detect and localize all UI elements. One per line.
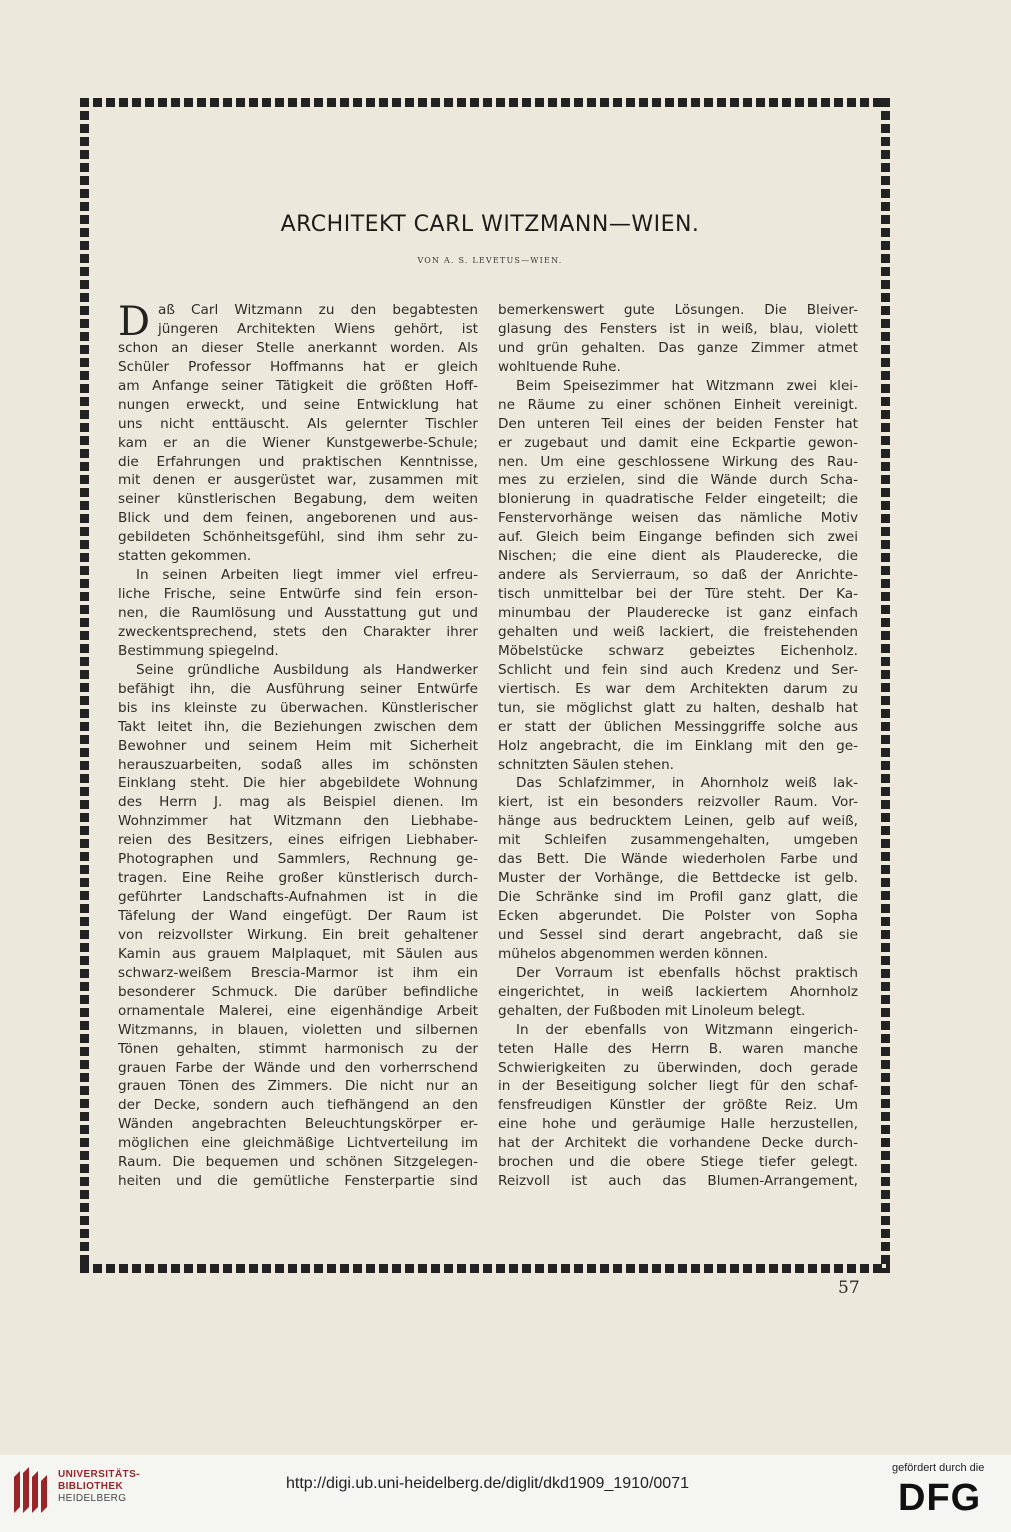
- permalink-url[interactable]: http://digi.ub.uni-heidelberg.de/diglit/dkd1909_1910/0071: [286, 1475, 689, 1492]
- text-line: tun, sie möglichst glatt zu halten, deshalb hat: [498, 699, 858, 716]
- article-byline: VON A. S. LEVETUS—WIEN.: [417, 256, 563, 265]
- page-number: 57: [838, 1278, 860, 1298]
- text-line: Seine gründliche Ausbildung als Handwerker: [136, 661, 478, 678]
- text-line: kam er an die Wiener Kunstgewerbe-Schule;: [118, 434, 478, 451]
- text-line: Bewohner und seinem Heim mit Sicherheit: [118, 737, 478, 754]
- text-line: bis ins kleinste zu überwachen. Künstlerischer: [118, 699, 478, 716]
- text-line: Einklang steht. Die hier abgebildete Wohnung: [118, 775, 478, 792]
- text-line: glasung des Fensters ist in weiß, blau, violett: [498, 320, 858, 337]
- left-column-lines: [118, 339, 478, 1191]
- library-name-line: HEIDELBERG: [58, 1493, 127, 1504]
- text-line: Witzmanns, in blauen, violetten und silbernen: [118, 1021, 478, 1038]
- text-line: Schüler Professor Hoffmanns hat er gleich: [118, 358, 478, 375]
- text-line: Tönen gehalten, stimmt harmonisch zu der: [118, 1040, 478, 1057]
- text-line: grauen Farbe der Wände und den vorherrschend: [118, 1059, 478, 1076]
- text-line: eingerichtet, in weiß lackiertem Ahornholz: [498, 983, 858, 1000]
- text-line: In seinen Arbeiten liegt immer viel erfreu-: [136, 567, 478, 584]
- text-line: schwarz-weißem Brescia-Marmor ist ihm ein: [118, 964, 478, 981]
- right-column-lines: [498, 301, 858, 1191]
- text-line: auf. Gleich beim Eingange befinden sich zwei: [498, 529, 858, 546]
- text-line: ornamentale Malerei, eine eigenhändige Arbeit: [118, 1002, 478, 1019]
- text-line: Wänden angebrachten Beleuchtungskörper er-: [118, 1116, 478, 1133]
- text-line: wohltuende Ruhe.: [498, 358, 621, 375]
- text-column-left: [118, 301, 478, 1191]
- text-line: in der Beseitigung solcher liegt für den schaf-: [498, 1078, 858, 1095]
- text-line: Der Vorraum ist ebenfalls höchst praktisch: [516, 964, 858, 981]
- decorative-border-right: [881, 98, 890, 1273]
- text-line: von reizvollster Wirkung. Ein breit gehaltener: [118, 926, 478, 943]
- dfg-logo: DFG: [898, 1477, 982, 1519]
- text-line: Den unteren Teil eines der beiden Fenster hat: [498, 415, 858, 432]
- text-column-right: [498, 301, 858, 1191]
- drop-capital: D: [118, 299, 151, 345]
- text-line: herauszuarbeiten, sodaß alles im schönsten: [118, 756, 478, 773]
- text-line: gebildeten Schönheitsgefühl, sind ihm sehr zu-: [118, 529, 478, 546]
- text-line: er statt der üblichen Messinggriffe solche aus: [498, 718, 858, 735]
- text-line: grauen Tönen des Zimmers. Die nicht nur an: [118, 1078, 478, 1095]
- library-name-line: UNIVERSITÄTS-: [58, 1469, 140, 1480]
- text-line: brochen und die obere Stiege tiefer gelegt.: [498, 1154, 858, 1171]
- text-line: mes zu erzielen, sind die Wände durch Scha-: [498, 472, 858, 489]
- text-line: am Anfange seiner Tätigkeit die größten Hoff-: [118, 377, 478, 394]
- text-line: Holz angebracht, die im Einklang mit den ge-: [498, 737, 858, 754]
- text-line: statten gekommen.: [118, 548, 252, 565]
- text-line: das Bett. Die Wände wiederholen Farbe und: [498, 851, 858, 868]
- text-line: Beim Speisezimmer hat Witzmann zwei klei-: [516, 377, 858, 394]
- text-line: des Herrn J. mag als Beispiel dienen. Im: [118, 794, 478, 811]
- text-line: und grün gehalten. Das ganze Zimmer atmet: [498, 339, 858, 356]
- text-line: hänge aus bedrucktem Leinen, gelb auf weiß,: [498, 813, 858, 830]
- decorative-border-left: [80, 98, 89, 1273]
- text-line: Wohnzimmer hat Witzmann den Liebhabe-: [118, 813, 478, 830]
- text-line: Raum. Die bequemen und schönen Sitzgelegen-: [118, 1154, 478, 1171]
- text-line: Täfelung der Wand eingefügt. Der Raum ist: [118, 908, 478, 924]
- text-line: eine hohe und geräumige Halle herzustellen,: [498, 1116, 858, 1133]
- opening-paragraph-start: [118, 299, 478, 345]
- text-line: gehalten und weiß lackiert, die freistehenden: [498, 623, 858, 640]
- text-line: jüngeren Architekten Wiens gehört, ist: [158, 320, 478, 337]
- text-line: teten Halle des Herrn B. waren manche: [498, 1040, 858, 1057]
- text-line: schon an dieser Stelle anerkannt worden. Als: [118, 339, 478, 356]
- text-line: aß Carl Witzmann zu den begabtesten: [158, 302, 478, 318]
- text-line: Schlicht und fein sind auch Kredenz und Ser-: [498, 661, 858, 678]
- text-line: Blick und dem feinen, angeborenen und aus-: [118, 510, 478, 527]
- library-name-line: BIBLIOTHEK: [58, 1481, 124, 1492]
- text-line: Das Schlafzimmer, in Ahornholz weiß lak-: [516, 775, 858, 792]
- text-line: Photographen und Sammlers, Rechnung ge-: [118, 851, 478, 868]
- decorative-border-bottom: [80, 1264, 890, 1273]
- text-line: mühelos abgenommen werden können.: [498, 945, 768, 962]
- text-line: liche Frische, seine Entwürfe sind fein erson-: [118, 586, 478, 603]
- text-line: befähigt ihn, die Ausführung seiner Entwürfe: [118, 680, 478, 697]
- text-line: bemerkenswert gute Lösungen. Die Bleiver-: [498, 302, 858, 318]
- text-line: und Sessel sind derart angebracht, daß sie: [498, 926, 858, 943]
- text-line: schnitzten Säulen stehen.: [498, 756, 675, 773]
- text-line: Reizvoll ist auch das Blumen-Arrangement,: [498, 1173, 858, 1190]
- text-line: mit denen er ausgerüstet war, zusammen mit: [118, 472, 478, 489]
- text-line: Bestimmung spiegelnd.: [118, 642, 279, 659]
- text-line: Möbelstücke schwarz gebeiztes Eichenholz.: [498, 642, 858, 659]
- text-line: Kamin aus grauem Malplaquet, mit Säulen aus: [118, 945, 478, 962]
- digitization-footer: [0, 1455, 1011, 1532]
- text-line: heiten und die gemütliche Fensterpartie sind: [118, 1173, 478, 1190]
- text-line: ne Räume zu einer schönen Einheit vereinigt.: [498, 396, 858, 413]
- text-line: Nischen; die eine dient als Plauderecke, die: [498, 548, 858, 565]
- text-line: nen, die Raumlösung und Ausstattung gut und: [118, 605, 478, 621]
- text-line: kiert, ist ein besonders reizvoller Raum. Vor-: [498, 794, 858, 811]
- text-line: Die Schränke sind im Profil ganz glatt, die: [498, 889, 858, 906]
- text-line: zweckentsprechend, stets den Charakter ihrer: [118, 623, 478, 640]
- library-name: [58, 1469, 140, 1505]
- text-line: viertisch. Es war dem Architekten darum zu: [498, 680, 858, 697]
- funding-note: gefördert durch die: [892, 1462, 985, 1474]
- text-line: die Erfahrungen und praktischen Kenntnisse,: [118, 453, 478, 470]
- text-line: andere als Servierraum, so daß der Anrichte-: [498, 567, 858, 584]
- text-line: reien des Besitzers, eines eifrigen Liebhaber-: [118, 832, 478, 849]
- text-line: seiner künstlerischen Begabung, dem weiten: [118, 491, 478, 508]
- text-line: besonderer Schmuck. Die darüber befindliche: [118, 983, 478, 1000]
- text-line: der Decke, sondern auch tiefhängend an den: [118, 1097, 478, 1114]
- text-line: Muster der Vorhänge, die Bettdecke ist gelb.: [498, 870, 858, 887]
- text-line: Takt leitet ihn, die Beziehungen zwischen dem: [118, 718, 478, 735]
- text-line: geführter Landschafts-Aufnahmen ist in die: [118, 889, 478, 906]
- decorative-border-top: [80, 98, 890, 107]
- text-line: hat der Architekt die vorhandene Decke durch-: [498, 1135, 858, 1152]
- text-line: Schwierigkeiten zu überwinden, doch gerade: [498, 1059, 858, 1076]
- text-line: minumbau der Plauderecke ist ganz einfach: [498, 605, 858, 621]
- text-line: uns nicht enttäuscht. Als gelernter Tischler: [118, 415, 478, 432]
- text-line: tisch unmittelbar bei der Türe steht. Der Ka-: [498, 586, 858, 603]
- text-line: nungen erweckt, und seine Entwicklung hat: [118, 396, 478, 413]
- text-line: blonierung in quadratische Felder eingeteilt; die: [498, 491, 858, 508]
- text-line: In der ebenfalls von Witzmann eingerich-: [516, 1021, 858, 1038]
- text-line: mit Schleifen zusammengehalten, umgeben: [498, 832, 858, 849]
- text-line: Ecken abgerundet. Die Polster von Sopha: [498, 908, 858, 924]
- article-title: ARCHITEKT CARL WITZMANN—WIEN.: [280, 212, 700, 237]
- university-library-logo-icon: [10, 1463, 50, 1517]
- text-line: Fenstervorhänge weisen das nämliche Motiv: [498, 510, 858, 527]
- text-line: gehalten, der Fußboden mit Linoleum belegt.: [498, 1002, 806, 1019]
- text-line: er zugebaut und damit eine Eckpartie gewon-: [498, 434, 858, 451]
- text-line: fensfreudigen Künstler der größte Reiz. Um: [498, 1097, 858, 1114]
- text-line: möglichen eine gleichmäßige Lichtverteilung im: [118, 1135, 478, 1152]
- text-line: tragen. Eine Reihe großer künstlerisch durch-: [118, 870, 478, 887]
- text-line: nen. Um eine geschlossene Wirkung des Rau-: [498, 453, 858, 470]
